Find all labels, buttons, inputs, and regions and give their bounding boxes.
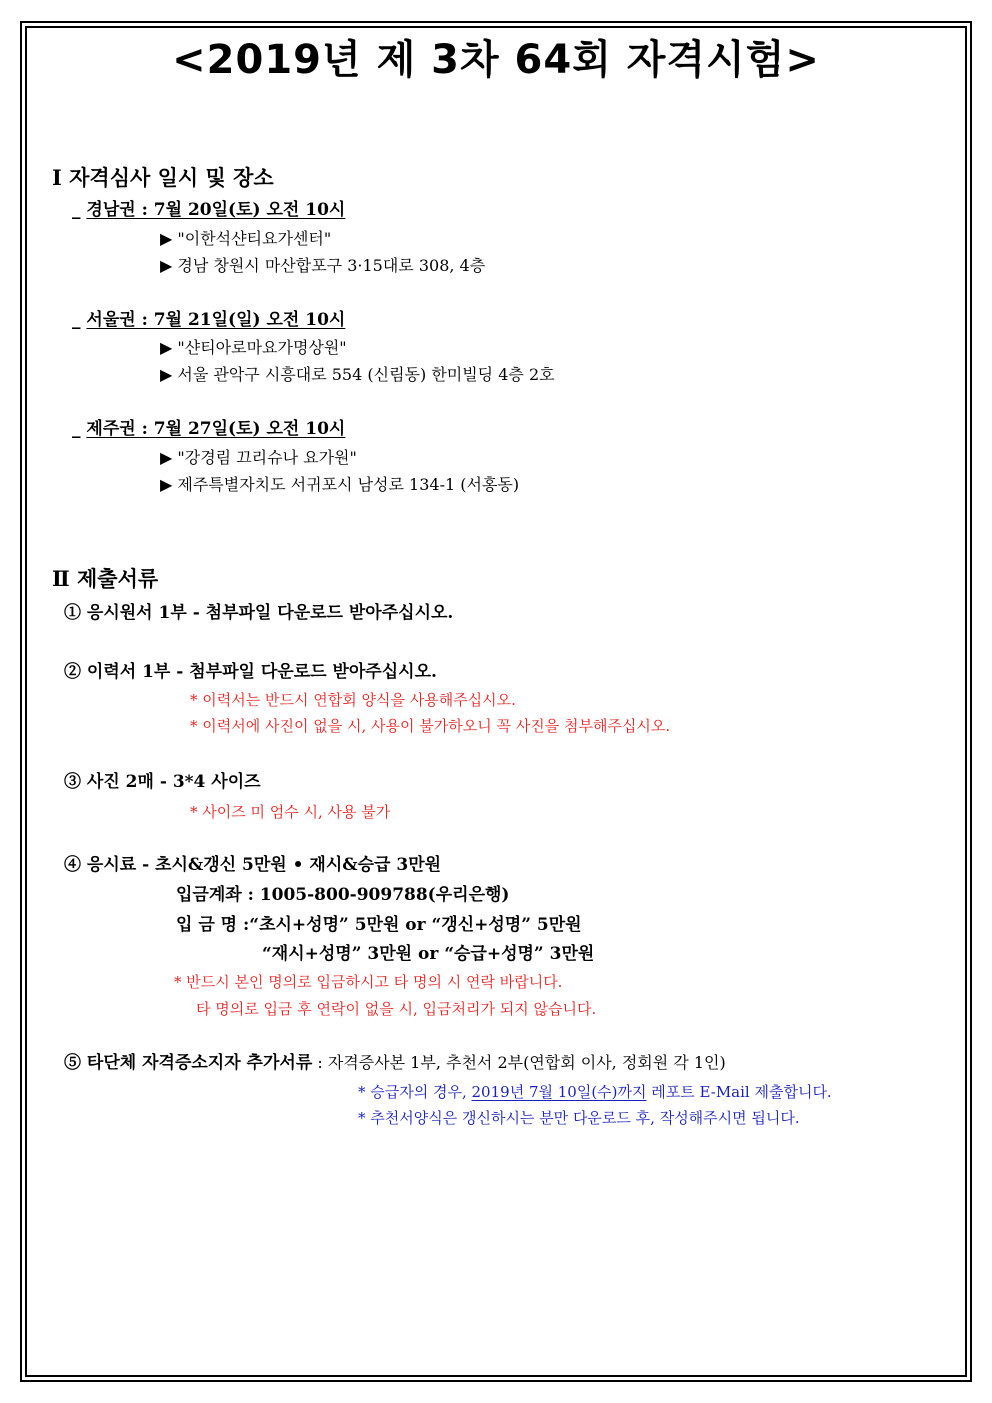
- region-venue: ▶ "이한석샨티요가센터": [160, 229, 332, 248]
- fee-depositor-name-1: 입 금 명 :“초시+성명” 5만원 or “갱신+성명” 5만원: [176, 915, 582, 935]
- item-photo: ③ 사진 2매 - 3*4 사이즈: [64, 772, 261, 792]
- item-application-form: ① 응시원서 1부 - 첨부파일 다운로드 받아주십시오.: [64, 603, 454, 623]
- document-title: <2019년 제 3차 64회 자격시험>: [172, 37, 820, 83]
- resume-note-form: * 이력서는 반드시 연합회 양식을 사용해주십시오.: [190, 691, 516, 709]
- region-venue: ▶ "샨티아로마요가명상원": [160, 338, 347, 357]
- item-other-certificate: [64, 1055, 726, 1072]
- item-fee: ④ 응시료 - 초시&갱신 5만원 • 재시&승급 3만원: [64, 855, 442, 875]
- region-jeju: [72, 421, 345, 438]
- section1-heading: Ⅰ 자격심사 일시 및 장소: [52, 165, 274, 190]
- region-gyeongnam: [72, 202, 345, 219]
- region-prefix: _: [72, 310, 87, 330]
- other-certificate-label: ⑤ 타단체 자격증소지자 추가서류: [64, 1053, 313, 1073]
- region-seoul: [72, 312, 345, 329]
- region-prefix: _: [72, 200, 87, 220]
- other-certificate-note-2: * 추천서양식은 갱신하시는 분만 다운로드 후, 작성해주시면 됩니다.: [358, 1109, 800, 1127]
- item-resume: ② 이력서 1부 - 첨부파일 다운로드 받아주십시오.: [64, 662, 437, 682]
- section2-heading: Ⅱ 제출서류: [52, 566, 159, 591]
- region-address: ▶ 제주특별자치도 서귀포시 남성로 134-1 (서홍동): [160, 475, 520, 494]
- fee-account: 입금계좌 : 1005-800-909788(우리은행): [176, 885, 510, 905]
- other-certificate-note-1: [358, 1085, 832, 1100]
- photo-note: * 사이즈 미 엄수 시, 사용 불가: [190, 803, 391, 821]
- fee-note-2: 타 명의로 입금 후 연락이 없을 시, 입금처리가 되지 않습니다.: [196, 1000, 597, 1018]
- note-deadline: 2019년 7월 10일(수)까지: [471, 1083, 647, 1101]
- note-prefix: * 승급자의 경우,: [358, 1083, 472, 1101]
- region-prefix: _: [72, 419, 87, 439]
- region-address: ▶ 경남 창원시 마산합포구 3·15대로 308, 4층: [160, 256, 486, 275]
- fee-note-1: * 반드시 본인 명의로 입금하시고 타 명의 시 연락 바랍니다.: [174, 973, 563, 991]
- region-address: ▶ 서울 관악구 시흥대로 554 (신림동) 한미빌딩 4층 2호: [160, 365, 555, 384]
- region-venue: ▶ "강경림 끄리슈나 요가원": [160, 448, 357, 467]
- region-label: 제주권 : 7월 27일(토) 오전 10시: [86, 419, 346, 439]
- fee-depositor-name-2: “재시+성명” 3만원 or “승급+성명” 3만원: [262, 944, 595, 964]
- region-label: 경남권 : 7월 20일(토) 오전 10시: [86, 200, 346, 220]
- note-suffix: 레포트 E-Mail 제출합니다.: [646, 1083, 832, 1101]
- region-label: 서울권 : 7월 21일(일) 오전 10시: [86, 310, 346, 330]
- other-certificate-docs: : 자격증사본 1부, 추천서 2부(연합회 이사, 정회원 각 1인): [312, 1053, 726, 1072]
- resume-note-photo: * 이력서에 사진이 없을 시, 사용이 불가하오니 꼭 사진을 첨부해주십시오.: [190, 717, 671, 735]
